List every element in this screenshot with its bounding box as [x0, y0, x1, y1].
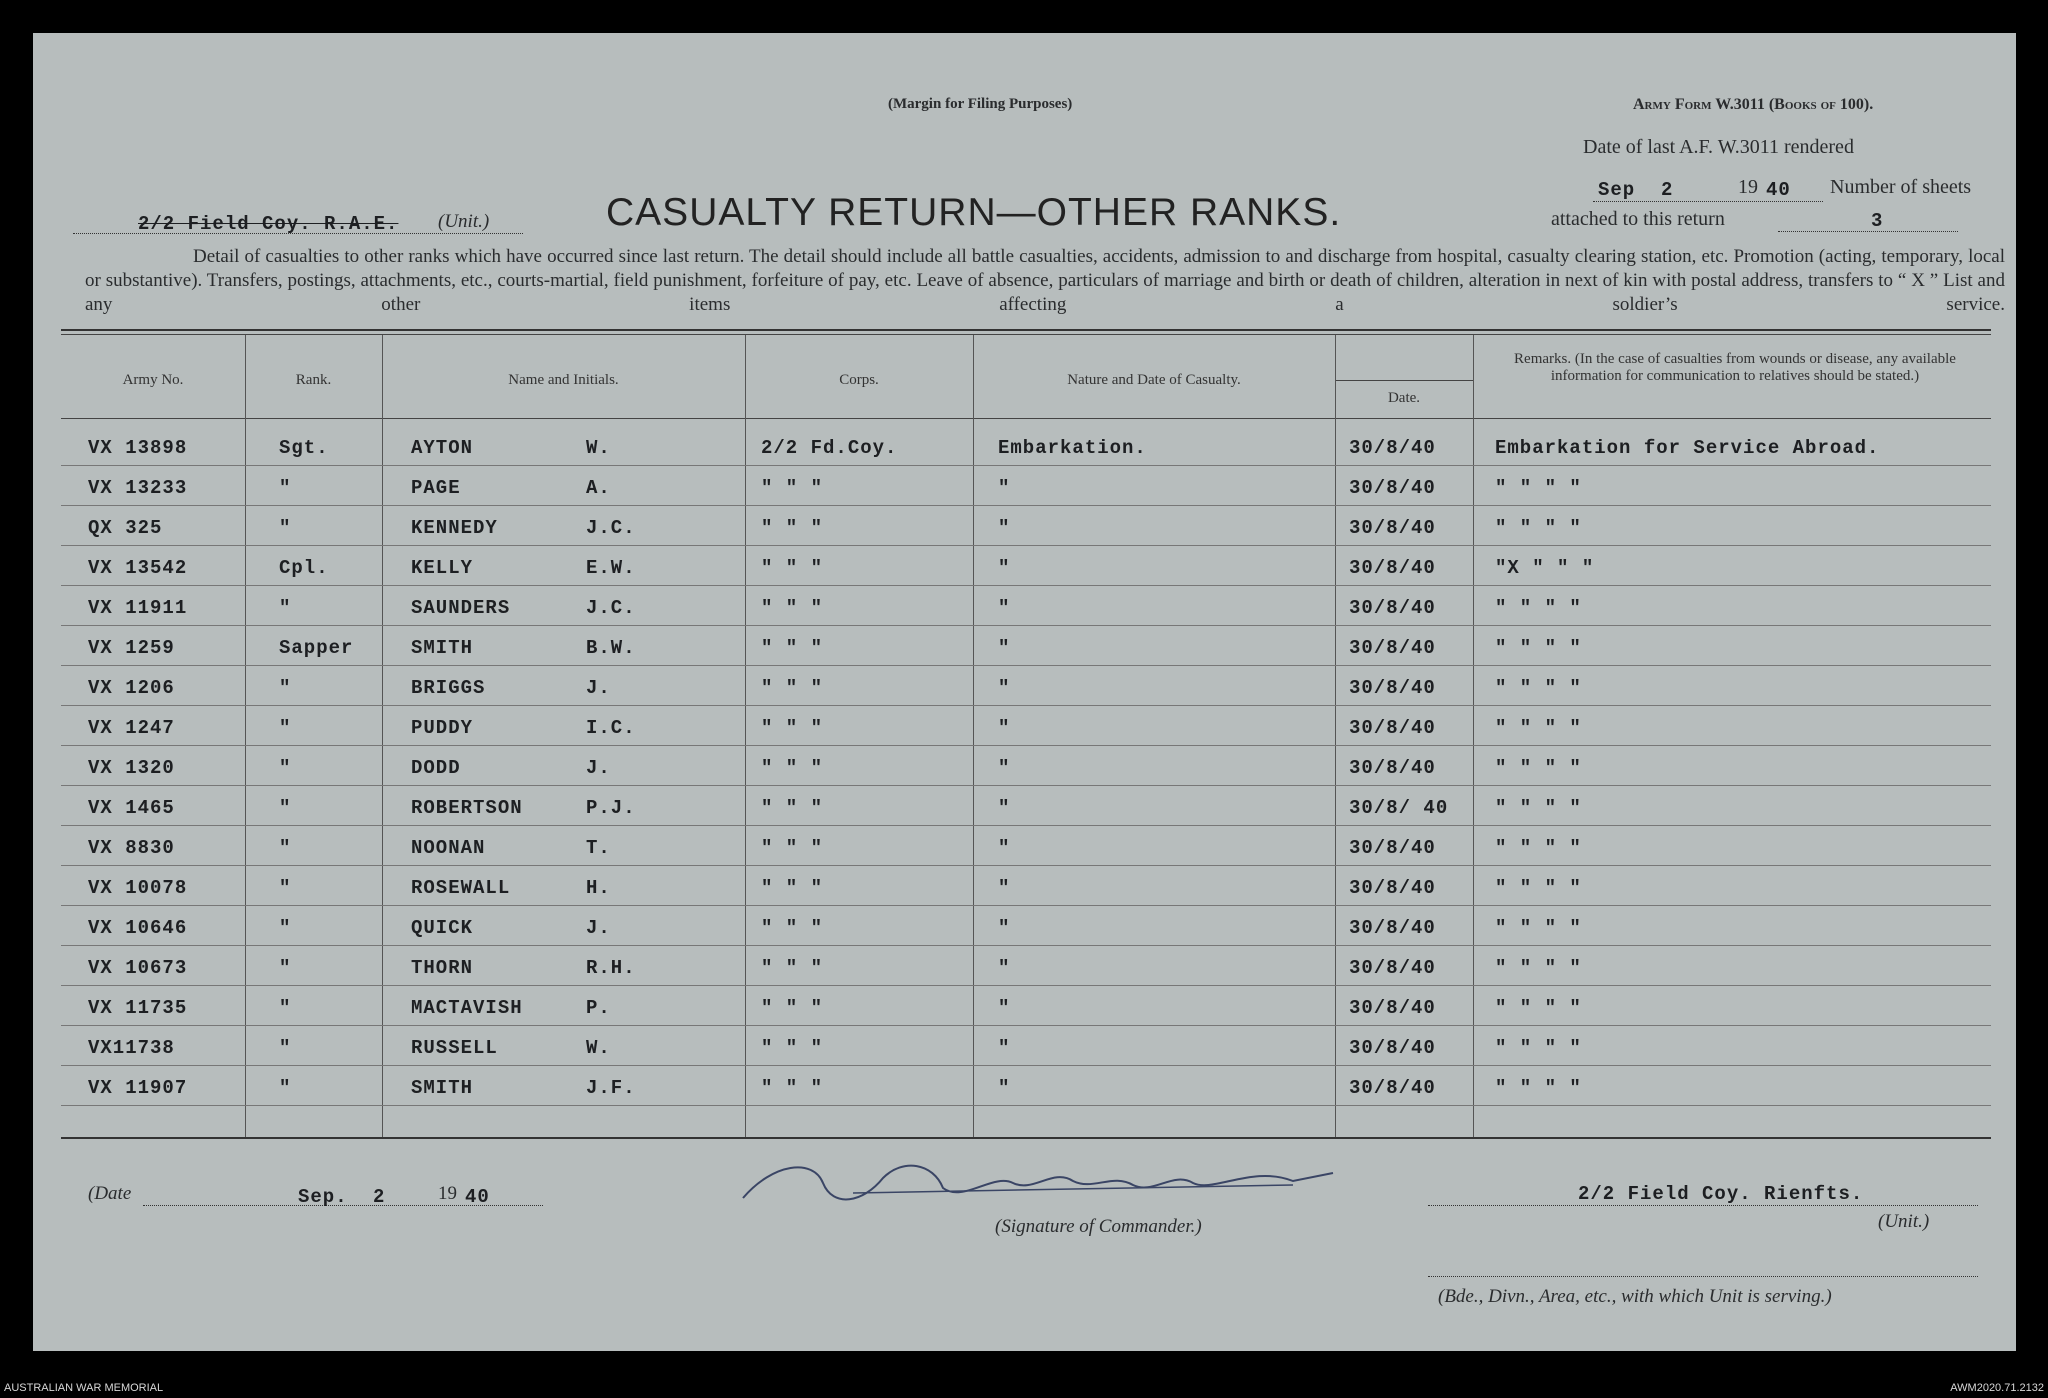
footer-unit-label: (Unit.) — [1878, 1211, 1930, 1232]
row-date: 30/8/40 — [1349, 877, 1436, 899]
row-army-no: VX 10078 — [88, 877, 188, 899]
col-divider-1 — [245, 335, 246, 1137]
row-initials: J. — [586, 757, 611, 779]
row-rank: " — [279, 1037, 292, 1059]
row-remarks: " " " " — [1495, 477, 1582, 499]
row-rule — [61, 785, 1991, 786]
row-nature: " — [998, 637, 1011, 659]
footer-date-label: (Date — [88, 1183, 132, 1204]
table-top-border — [61, 329, 1991, 331]
row-corps: " " " — [761, 957, 824, 979]
row-initials: P. — [586, 997, 611, 1019]
row-corps: 2/2 Fd.Coy. — [761, 437, 898, 459]
footer-unit-value: 2/2 Field Coy. Rienfts. — [1578, 1183, 1864, 1205]
row-nature: " — [998, 997, 1011, 1019]
row-rank: " — [279, 837, 292, 859]
row-rule — [61, 505, 1991, 506]
row-nature: " — [998, 757, 1011, 779]
row-date: 30/8/40 — [1349, 1037, 1436, 1059]
row-remarks: " " " " — [1495, 917, 1582, 939]
header-corps: Corps. — [839, 372, 879, 388]
row-remarks: " " " " — [1495, 877, 1582, 899]
row-nature: " — [998, 517, 1011, 539]
row-initials: W. — [586, 437, 611, 459]
footer-date-year: 40 — [465, 1186, 490, 1208]
row-army-no: VX 10646 — [88, 917, 188, 939]
row-nature: " — [998, 797, 1011, 819]
row-rule — [61, 745, 1991, 746]
row-nature: " — [998, 837, 1011, 859]
row-corps: " " " — [761, 477, 824, 499]
row-surname: PAGE — [411, 477, 461, 499]
last-rendered-day: 2 — [1661, 179, 1674, 201]
table-top-border-inner — [61, 334, 1991, 335]
row-initials: J. — [586, 677, 611, 699]
bde-line — [1428, 1276, 1978, 1277]
row-nature: " — [998, 477, 1011, 499]
last-rendered-date-line — [1593, 201, 1823, 202]
last-rendered-label: Date of last A.F. W.3011 rendered — [1583, 136, 1854, 158]
row-army-no: VX 1259 — [88, 637, 175, 659]
row-army-no: VX 13233 — [88, 477, 188, 499]
row-rule — [61, 825, 1991, 826]
footer-date-year-prefix: 19 — [438, 1183, 457, 1204]
header-army-no: Army No. — [122, 372, 184, 388]
row-corps: " " " — [761, 837, 824, 859]
header-remarks: Remarks. (In the case of casualties from wounds or disease, any available information for communication to relatives should be stated.) — [1514, 351, 1956, 384]
unit-value: 2/2 Field Coy. R.A.E. — [138, 213, 399, 235]
row-rule — [61, 625, 1991, 626]
row-surname: ROBERTSON — [411, 797, 523, 819]
row-rank: Cpl. — [279, 557, 329, 579]
row-surname: ROSEWALL — [411, 877, 511, 899]
row-rule — [61, 865, 1991, 866]
row-date: 30/8/40 — [1349, 437, 1436, 459]
row-rule — [61, 545, 1991, 546]
row-rule — [61, 1025, 1991, 1026]
row-surname: THORN — [411, 957, 474, 979]
row-date: 30/8/40 — [1349, 517, 1436, 539]
instructions: Detail of casualties to other ranks which have occurred since last return. The detail should include all battle casualties, accidents, admission to and discharge from hospital, casualty clearing station, etc. Promotion (acting, temporary, local or substantive). Transfers, postings, attachments, etc., courts-martial, field punishment, forfeiture of pay, etc. Leave of absence, particulars of marriage and birth or death of children, alteration in next of kin with postal address, transfers to “ X ” List and any other items affecting a soldier’s service. — [85, 246, 2005, 315]
row-date: 30/8/40 — [1349, 477, 1436, 499]
row-initials: J.C. — [586, 517, 636, 539]
row-remarks: " " " " — [1495, 677, 1582, 699]
row-army-no: VX11738 — [88, 1037, 175, 1059]
row-corps: " " " — [761, 997, 824, 1019]
row-nature: " — [998, 557, 1011, 579]
row-corps: " " " — [761, 917, 824, 939]
row-date: 30/8/40 — [1349, 997, 1436, 1019]
header-name: Name and Initials. — [508, 372, 619, 388]
row-nature: " — [998, 877, 1011, 899]
row-rule — [61, 585, 1991, 586]
row-army-no: VX 11911 — [88, 597, 188, 619]
row-corps: " " " — [761, 1037, 824, 1059]
row-nature: " — [998, 957, 1011, 979]
row-remarks: " " " " — [1495, 757, 1582, 779]
row-corps: " " " — [761, 1077, 824, 1099]
row-remarks: " " " " — [1495, 797, 1582, 819]
row-surname: SMITH — [411, 1077, 474, 1099]
bde-label: (Bde., Divn., Area, etc., with which Unit is serving.) — [1438, 1286, 1832, 1307]
row-remarks: " " " " — [1495, 997, 1582, 1019]
row-remarks: " " " " — [1495, 597, 1582, 619]
row-army-no: VX 1206 — [88, 677, 175, 699]
row-date: 30/8/40 — [1349, 677, 1436, 699]
row-army-no: VX 13542 — [88, 557, 188, 579]
row-initials: R.H. — [586, 957, 636, 979]
row-corps: " " " — [761, 557, 824, 579]
row-surname: SMITH — [411, 637, 474, 659]
last-rendered-year: 40 — [1766, 179, 1791, 201]
row-rule — [61, 1065, 1991, 1066]
col-divider-3 — [745, 335, 746, 1137]
row-surname: PUDDY — [411, 717, 474, 739]
row-surname: RUSSELL — [411, 1037, 498, 1059]
archive-id: AWM2020.71.2132 — [1950, 1382, 2044, 1394]
row-nature: " — [998, 917, 1011, 939]
col-divider-2 — [382, 335, 383, 1137]
header-date: Date. — [1387, 390, 1421, 406]
row-rule — [61, 945, 1991, 946]
row-date: 30/8/40 — [1349, 717, 1436, 739]
sheets-count: 3 — [1871, 210, 1884, 232]
col-divider-5 — [1335, 335, 1336, 1137]
row-remarks: " " " " — [1495, 1077, 1582, 1099]
row-rank: " — [279, 677, 292, 699]
row-corps: " " " — [761, 717, 824, 739]
row-surname: AYTON — [411, 437, 474, 459]
row-nature: Embarkation. — [998, 437, 1147, 459]
form-sheet — [33, 33, 2016, 1351]
footer-date-day: 2 — [373, 1186, 386, 1208]
last-rendered-month: Sep — [1598, 179, 1636, 201]
row-rank: " — [279, 997, 292, 1019]
header-bottom-rule — [61, 418, 1991, 419]
row-initials: A. — [586, 477, 611, 499]
row-nature: " — [998, 1077, 1011, 1099]
row-remarks: " " " " — [1495, 517, 1582, 539]
row-date: 30/8/40 — [1349, 757, 1436, 779]
commander-signature — [733, 1153, 1353, 1213]
row-surname: MACTAVISH — [411, 997, 523, 1019]
row-date: 30/8/40 — [1349, 957, 1436, 979]
row-army-no: VX 1320 — [88, 757, 175, 779]
row-remarks: " " " " — [1495, 1037, 1582, 1059]
row-rank: " — [279, 517, 292, 539]
row-rank: " — [279, 477, 292, 499]
row-corps: " " " — [761, 757, 824, 779]
header-nature: Nature and Date of Casualty. — [1067, 372, 1241, 388]
row-initials: J. — [586, 917, 611, 939]
attached-label: attached to this return — [1551, 208, 1725, 230]
row-rank: " — [279, 717, 292, 739]
row-nature: " — [998, 597, 1011, 619]
col-divider-6 — [1473, 335, 1474, 1137]
row-date: 30/8/40 — [1349, 637, 1436, 659]
last-rendered-year-prefix: 19 — [1738, 176, 1758, 198]
row-surname: KELLY — [411, 557, 474, 579]
row-rank: " — [279, 877, 292, 899]
row-rule — [61, 705, 1991, 706]
row-date: 30/8/40 — [1349, 557, 1436, 579]
row-army-no: VX 8830 — [88, 837, 175, 859]
row-army-no: VX 10673 — [88, 957, 188, 979]
row-rule — [61, 465, 1991, 466]
row-remarks: Embarkation for Service Abroad. — [1495, 437, 1880, 459]
row-date: 30/8/40 — [1349, 1077, 1436, 1099]
row-rank: " — [279, 597, 292, 619]
row-rank: " — [279, 917, 292, 939]
row-surname: KENNEDY — [411, 517, 498, 539]
row-remarks: " " " " — [1495, 717, 1582, 739]
row-corps: " " " — [761, 797, 824, 819]
col-divider-4 — [973, 335, 974, 1137]
date-header-divider — [1335, 380, 1473, 381]
row-rank: " — [279, 757, 292, 779]
row-remarks: "X " " " — [1495, 557, 1595, 579]
row-corps: " " " — [761, 637, 824, 659]
row-initials: T. — [586, 837, 611, 859]
row-initials: P.J. — [586, 797, 636, 819]
row-initials: W. — [586, 1037, 611, 1059]
row-date: 30/8/40 — [1349, 597, 1436, 619]
row-initials: I.C. — [586, 717, 636, 739]
row-surname: QUICK — [411, 917, 474, 939]
row-corps: " " " — [761, 877, 824, 899]
row-rank: Sapper — [279, 637, 354, 659]
margin-note: (Margin for Filing Purposes) — [888, 96, 1073, 112]
sheets-label: Number of sheets — [1830, 176, 1972, 198]
row-date: 30/8/ 40 — [1349, 797, 1449, 819]
table-bottom-border — [61, 1137, 1991, 1139]
row-initials: B.W. — [586, 637, 636, 659]
row-rank: " — [279, 797, 292, 819]
footer-date-month: Sep. — [298, 1186, 348, 1208]
row-surname: NOONAN — [411, 837, 486, 859]
row-rule — [61, 665, 1991, 666]
footer-unit-line — [1428, 1205, 1978, 1206]
sheets-line — [1778, 231, 1958, 232]
row-corps: " " " — [761, 677, 824, 699]
row-nature: " — [998, 1037, 1011, 1059]
row-date: 30/8/40 — [1349, 917, 1436, 939]
row-remarks: " " " " — [1495, 637, 1582, 659]
header-rank: Rank. — [295, 372, 332, 388]
row-army-no: VX 1465 — [88, 797, 175, 819]
row-date: 30/8/40 — [1349, 837, 1436, 859]
row-rank: Sgt. — [279, 437, 329, 459]
row-rank: " — [279, 957, 292, 979]
row-army-no: VX 1247 — [88, 717, 175, 739]
archive-credit: AUSTRALIAN WAR MEMORIAL — [4, 1382, 164, 1394]
row-army-no: VX 13898 — [88, 437, 188, 459]
form-id: Army Form W.3011 (Books of 100). — [1633, 96, 1874, 113]
row-remarks: " " " " — [1495, 957, 1582, 979]
row-initials: J.F. — [586, 1077, 636, 1099]
row-surname: SAUNDERS — [411, 597, 511, 619]
row-army-no: VX 11735 — [88, 997, 188, 1019]
signature-label: (Signature of Commander.) — [995, 1216, 1202, 1237]
row-surname: BRIGGS — [411, 677, 486, 699]
row-army-no: VX 11907 — [88, 1077, 188, 1099]
row-rank: " — [279, 1077, 292, 1099]
row-corps: " " " — [761, 597, 824, 619]
row-surname: DODD — [411, 757, 461, 779]
row-rule — [61, 905, 1991, 906]
row-corps: " " " — [761, 517, 824, 539]
row-initials: J.C. — [586, 597, 636, 619]
row-nature: " — [998, 677, 1011, 699]
row-rule — [61, 985, 1991, 986]
row-initials: H. — [586, 877, 611, 899]
row-rule — [61, 1105, 1991, 1106]
row-remarks: " " " " — [1495, 837, 1582, 859]
row-initials: E.W. — [586, 557, 636, 579]
row-army-no: QX 325 — [88, 517, 163, 539]
row-nature: " — [998, 717, 1011, 739]
page-title: CASUALTY RETURN—OTHER RANKS. — [606, 191, 1342, 234]
unit-label: (Unit.) — [438, 211, 490, 232]
